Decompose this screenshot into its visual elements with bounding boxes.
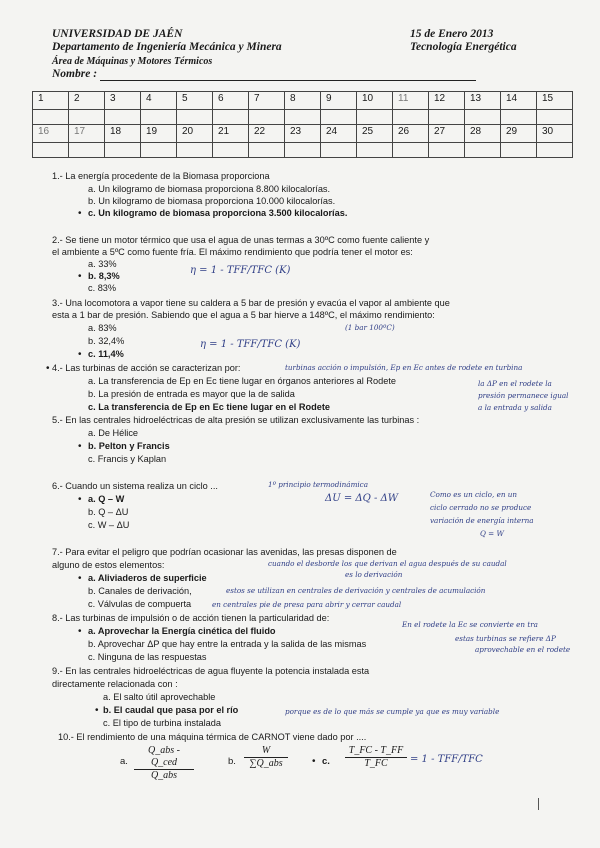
answer-mark: • [78, 494, 82, 505]
university-name: UNIVERSIDAD DE JAÉN [52, 28, 183, 40]
grid-cell: 1 [33, 92, 69, 110]
answer-mark: • [78, 349, 82, 360]
q9-option-a: a. El salto útil aprovechable [103, 692, 216, 702]
grid-cell: 18 [105, 125, 141, 143]
q4-option-c: c. La transferencia de Ep en Ec tiene lugar en el Rodete [88, 402, 331, 412]
q6-handwritten-note-6: Q = W [480, 529, 504, 538]
q7-option-b: b. Canales de derivación, [88, 586, 192, 596]
grid-cell: 21 [213, 125, 249, 143]
q9-option-b: b. El caudal que pasa por el río [103, 705, 239, 715]
q6-handwritten-note-4: ciclo cerrado no se produce [430, 503, 532, 512]
exam-date: 15 de Enero 2013 [410, 28, 494, 40]
q7-option-c: c. Válvulas de compuerta [88, 599, 192, 609]
q4-option-b: b. La presión de entrada es mayor que la de salida [88, 389, 295, 399]
grid-cell: 5 [177, 92, 213, 110]
grid-cell: 8 [285, 92, 321, 110]
answer-mark: • [46, 363, 50, 374]
q10-handwritten-note: = 1 - TFF/TFC [410, 754, 483, 765]
grid-cell: 6 [213, 92, 249, 110]
answer-mark: • [78, 441, 82, 452]
grid-cell: 15 [537, 92, 573, 110]
grid-cell: 20 [177, 125, 213, 143]
q10-option-a-formula [134, 745, 194, 782]
q8-handwritten-note-3: aprovechable en el rodete [475, 645, 571, 654]
grid-cell: 12 [429, 92, 465, 110]
q2-option-c: c. 83% [88, 283, 117, 293]
grid-row-numbers-2 [33, 125, 573, 143]
q10-a-numerator: Q_abs - Q_ced [134, 745, 194, 770]
q10-option-b-label: b. [228, 756, 236, 767]
answer-mark: • [78, 573, 82, 584]
grid-cell: 24 [321, 125, 357, 143]
question-10: 10.- El rendimiento de una máquina térmica de CARNOT viene dado por .... [58, 732, 367, 742]
name-label: Nombre : [52, 68, 98, 80]
grid-cell: 28 [465, 125, 501, 143]
q7-handwritten-note-4: en centrales pie de presa para abrir y cerrar caudal [212, 600, 402, 609]
q3-option-c: c. 11,4% [88, 349, 124, 359]
answer-mark: • [95, 705, 99, 716]
q5-option-a: a. De Hélice [88, 428, 139, 438]
q6-option-b: b. Q – ΔU [88, 507, 129, 517]
q3-option-b: b. 32,4% [88, 336, 125, 346]
q8-handwritten-note-2: estas turbinas se refiere ΔP [455, 634, 556, 643]
q4-option-a: a. La transferencia de Ep en Ec tiene lugar en órganos anteriores al Rodete [88, 376, 396, 386]
grid-cell: 10 [357, 92, 393, 110]
q5-option-b: b. Pelton y Francis [88, 441, 170, 451]
q10-b-denominator: ∑Q_abs [249, 758, 283, 769]
grid-cell: 22 [249, 125, 285, 143]
q4-handwritten-note-3: presión permanece igual [478, 391, 569, 400]
name-line [100, 79, 476, 81]
question-3-line-1: 3.- Una locomotora a vapor tiene su caldera a 5 bar de presión y evacúa el vapor al ambiente que [52, 298, 450, 308]
question-7-line-1: 7.- Para evitar el peligro que podrían ocasionar las avenidas, las presas disponen de [52, 547, 397, 557]
q1-option-a: a. Un kilogramo de biomasa proporciona 8.800 kilocalorías. [88, 184, 331, 194]
q10-option-c-formula [345, 745, 407, 770]
question-2-line-2: el ambiente a 5ºC como fuente fría. El máximo rendimiento que podría tener el motor es: [52, 247, 413, 257]
grid-cell: 19 [141, 125, 177, 143]
grid-cell: 4 [141, 92, 177, 110]
q6-handwritten-note-1: 1º principio termodinámica [268, 480, 368, 489]
grid-row-answers-2 [33, 143, 573, 158]
q8-option-b: b. Aprovechar ΔP que hay entre la entrada y la salida de las mismas [88, 639, 367, 649]
question-4: 4.- Las turbinas de acción se caracterizan por: [52, 363, 241, 373]
course-name: Tecnología Energética [410, 41, 517, 53]
q10-option-b-formula [244, 745, 288, 770]
grid-cell: 7 [249, 92, 285, 110]
grid-cell: 25 [357, 125, 393, 143]
q3-handwritten-note-1: (1 bar 100ºC) [345, 323, 395, 332]
q4-handwritten-note-4: a la entrada y salida [478, 403, 552, 412]
q10-option-c-label: c. [322, 756, 330, 767]
question-6: 6.- Cuando un sistema realiza un ciclo ... [52, 481, 218, 491]
grid-cell: 9 [321, 92, 357, 110]
grid-cell: 26 [393, 125, 429, 143]
question-7-line-2: alguno de estos elementos: [52, 560, 165, 570]
q8-option-a: a. Aprovechar la Energía cinética del fluido [88, 626, 276, 636]
answer-mark: • [78, 271, 82, 282]
department-name: Departamento de Ingeniería Mecánica y Minera [52, 41, 282, 53]
q10-a-denominator: Q_abs [150, 770, 178, 781]
grid-cell: 11 [393, 92, 429, 110]
answer-grid [32, 91, 573, 158]
grid-cell: 23 [285, 125, 321, 143]
question-8: 8.- Las turbinas de impulsión o de acción tienen la particularidad de: [52, 613, 330, 623]
grid-row-answers-1 [33, 110, 573, 125]
grid-cell: 29 [501, 125, 537, 143]
q3-handwritten-note-2: η = 1 - TFF/TFC (K) [200, 339, 301, 350]
answer-mark: • [78, 208, 82, 219]
q7-handwritten-note-2: es lo derivación [345, 570, 403, 579]
q6-option-c: c. W – ΔU [88, 520, 130, 530]
q7-option-a: a. Aliviaderos de superficie [88, 573, 207, 583]
q7-handwritten-note-1: cuando el desborde los que derivan el agua después de su caudal [268, 559, 507, 568]
grid-cell: 16 [33, 125, 69, 143]
q6-handwritten-note-5: variación de energía interna [430, 516, 534, 525]
area-name: Área de Máquinas y Motores Térmicos [52, 56, 213, 67]
question-9-line-2: directamente relacionada con : [52, 679, 178, 689]
grid-cell: 27 [429, 125, 465, 143]
grid-cell: 13 [465, 92, 501, 110]
q3-option-a: a. 83% [88, 323, 117, 333]
q5-option-c: c. Francis y Kaplan [88, 454, 167, 464]
grid-cell: 30 [537, 125, 573, 143]
grid-row-numbers-1 [33, 92, 573, 110]
answer-mark: • [78, 626, 82, 637]
q4-handwritten-note-1: turbinas acción o impulsión, Ep en Ec antes de rodete en turbina [285, 363, 523, 372]
page-mark [538, 798, 539, 810]
question-9-line-1: 9.- En las centrales hidroeléctricas de agua fluyente la potencia instalada esta [52, 666, 370, 676]
q10-option-a-label: a. [120, 756, 128, 767]
q6-option-a: a. Q – W [88, 494, 125, 504]
q2-option-b: b. 8,3% [88, 271, 120, 281]
grid-cell: 17 [69, 125, 105, 143]
q8-option-c: c. Ninguna de las respuestas [88, 652, 207, 662]
q2-handwritten-note: η = 1 - TFF/TFC (K) [190, 265, 291, 276]
grid-cell: 14 [501, 92, 537, 110]
q2-option-a: a. 33% [88, 259, 117, 269]
question-2-line-1: 2.- Se tiene un motor térmico que usa el agua de unas termas a 30ºC como fuente caliente y [52, 235, 430, 245]
q1-option-c: c. Un kilogramo de biomasa proporciona 3.500 kilocalorías. [88, 208, 348, 218]
q10-b-numerator: W [244, 745, 288, 758]
q9-option-c: c. El tipo de turbina instalada [103, 718, 221, 728]
q9-handwritten-note: porque es de lo que más se cumple ya que es muy variable [285, 707, 500, 716]
question-5: 5.- En las centrales hidroeléctricas de alta presión se utilizan exclusivamente las turbinas : [52, 415, 420, 425]
q10-c-denominator: T_FC [364, 758, 388, 769]
answer-mark: • [312, 756, 316, 767]
question-1: 1.- La energía procedente de la Biomasa proporciona [52, 171, 270, 181]
question-3-line-2: esta a 1 bar de presión. Sabiendo que el agua a 5 bar hierve a 148ºC, el máximo rendimiento: [52, 310, 435, 320]
q8-handwritten-note-1: En el rodete la Ec se convierte en tra [402, 620, 538, 629]
grid-cell: 2 [69, 92, 105, 110]
grid-cell: 3 [105, 92, 141, 110]
q7-handwritten-note-3: estos se utilizan en centrales de derivación y centrales de acumulación [226, 586, 486, 595]
q1-option-b: b. Un kilogramo de biomasa proporciona 10.000 kilocalorías. [88, 196, 336, 206]
q4-handwritten-note-2: la ΔP en el rodete la [478, 379, 552, 388]
q6-handwritten-note-3: Como es un ciclo, en un [430, 490, 517, 499]
q10-c-numerator: T_FC - T_FF [345, 745, 407, 758]
q6-handwritten-note-2: ΔU = ΔQ - ΔW [325, 493, 399, 504]
